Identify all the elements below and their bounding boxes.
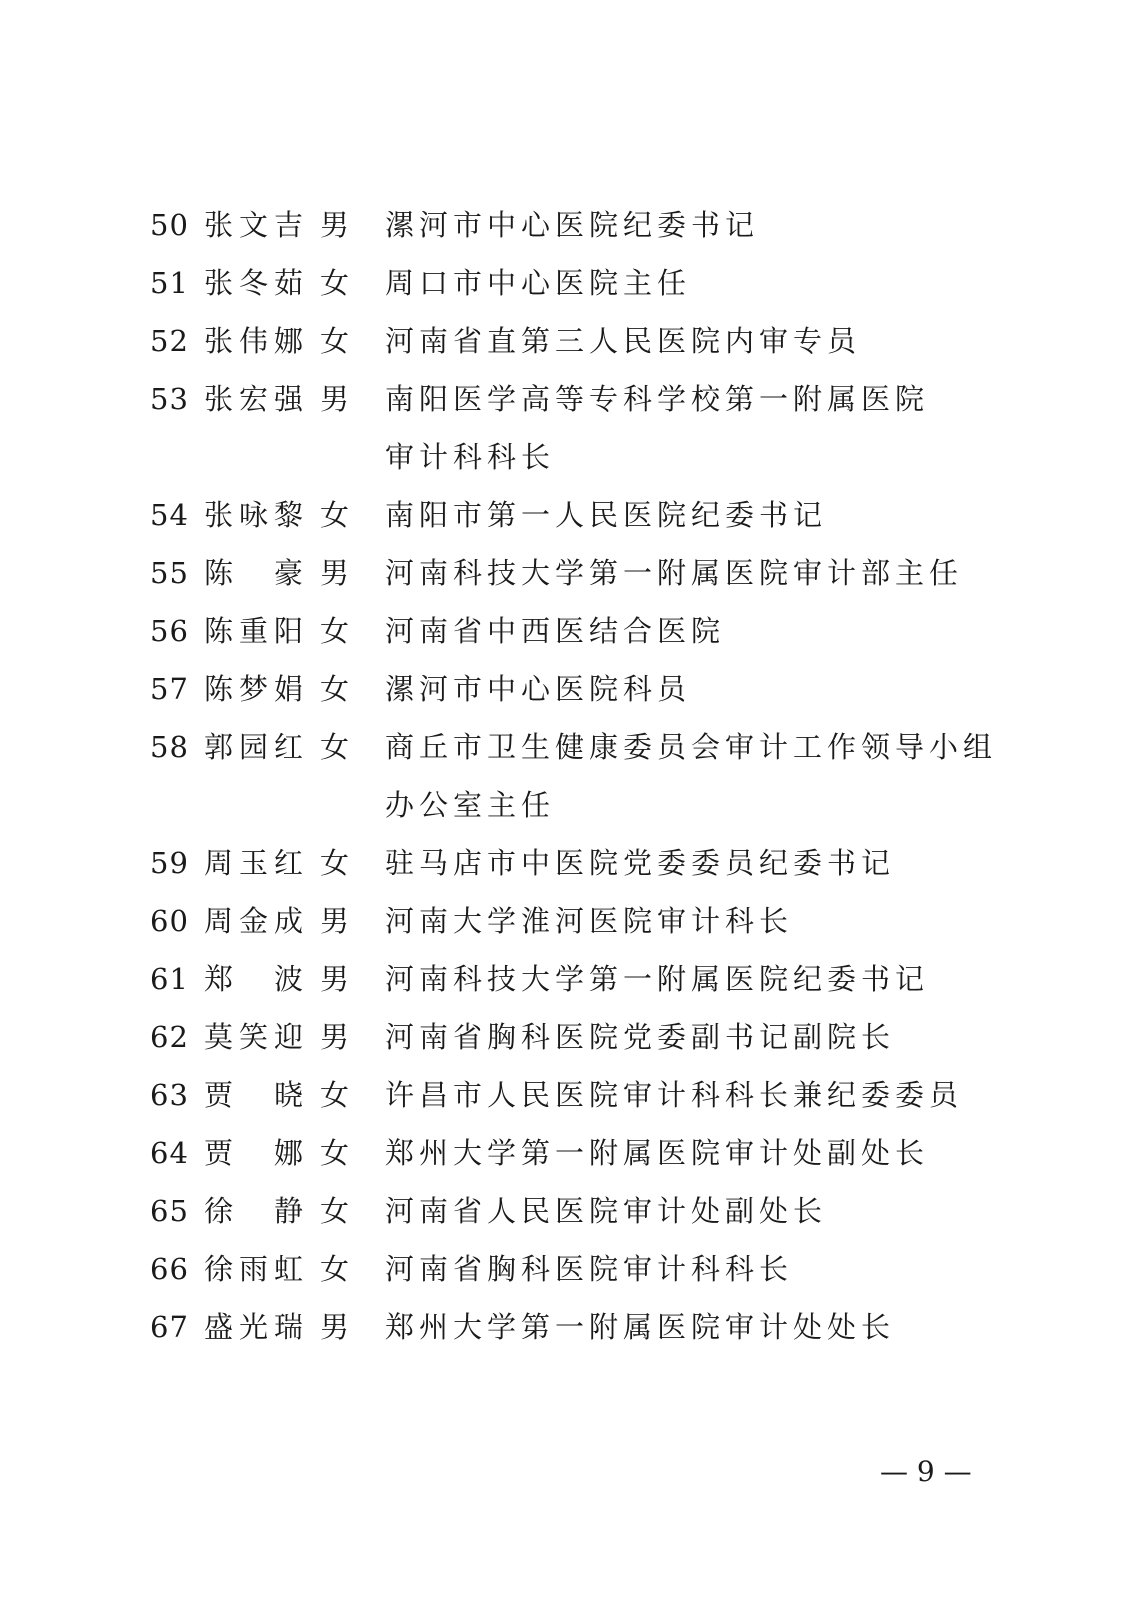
entry-gender: 男 [320,904,350,938]
entry-name: 陈 豪 [204,556,310,590]
entry-number: 61 [150,962,189,996]
entry-name: 张宏强 [204,382,310,416]
entry-name: 郭园红 [204,730,310,764]
list-item [0,1182,1132,1240]
entry-name: 张伟娜 [204,324,310,358]
list-item [0,544,1132,602]
entry-position: 河南省人民医院审计处副处长 [385,1194,828,1228]
list-item [0,718,1132,776]
entry-number: 60 [150,904,189,938]
entry-number: 56 [150,614,189,648]
entry-position: 许昌市人民医院审计科科长兼纪委委员 [385,1078,964,1112]
entry-name: 周金成 [204,904,310,938]
entry-name: 徐雨虹 [204,1252,310,1286]
entry-name: 周玉红 [204,846,310,880]
entry-gender: 女 [320,1252,350,1286]
entry-number: 55 [150,556,189,590]
entry-position-continued: 办公室主任 [385,788,556,822]
entry-position: 周口市中心医院主任 [385,266,692,300]
entry-name: 陈重阳 [204,614,310,648]
entry-position: 南阳市第一人民医院纪委书记 [385,498,828,532]
entry-position: 漯河市中心医院科员 [385,672,692,706]
entry-position: 郑州大学第一附属医院审计处副处长 [385,1136,930,1170]
list-item [0,602,1132,660]
entry-name: 张冬茹 [204,266,310,300]
entry-gender: 女 [320,266,350,300]
entry-name: 陈梦娟 [204,672,310,706]
entry-gender: 男 [320,382,350,416]
entry-number: 67 [150,1310,189,1344]
list-item [0,1066,1132,1124]
list-item-continuation [0,428,1132,486]
entry-number: 53 [150,382,189,416]
entry-name: 盛光瑞 [204,1310,310,1344]
list-item [0,1124,1132,1182]
entry-number: 66 [150,1252,189,1286]
list-item [0,660,1132,718]
entry-number: 51 [150,266,189,300]
list-item [0,834,1132,892]
member-list [0,196,1132,1356]
entry-number: 59 [150,846,189,880]
entry-number: 65 [150,1194,189,1228]
entry-position: 漯河市中心医院纪委书记 [385,208,760,242]
entry-gender: 女 [320,846,350,880]
entry-gender: 女 [320,1136,350,1170]
list-item [0,1298,1132,1356]
entry-name: 贾 娜 [204,1136,310,1170]
entry-gender: 女 [320,614,350,648]
list-item [0,950,1132,1008]
entry-position: 河南大学淮河医院审计科长 [385,904,794,938]
entry-gender: 女 [320,498,350,532]
entry-number: 52 [150,324,189,358]
page-number: — 9 — [880,1455,972,1488]
entry-number: 64 [150,1136,189,1170]
entry-position: 河南省中西医结合医院 [385,614,726,648]
entry-position: 商丘市卫生健康委员会审计工作领导小组 [385,730,998,764]
entry-gender: 男 [320,556,350,590]
list-item [0,1008,1132,1066]
entry-position: 河南科技大学第一附属医院纪委书记 [385,962,930,996]
entry-gender: 女 [320,1078,350,1112]
list-item [0,486,1132,544]
entry-gender: 男 [320,962,350,996]
list-item-continuation [0,776,1132,834]
entry-gender: 男 [320,1310,350,1344]
entry-position: 河南省胸科医院审计科科长 [385,1252,794,1286]
list-item [0,1240,1132,1298]
entry-position: 河南省直第三人民医院内审专员 [385,324,862,358]
entry-gender: 女 [320,730,350,764]
entry-number: 62 [150,1020,189,1054]
entry-name: 张文吉 [204,208,310,242]
entry-position: 河南省胸科医院党委副书记副院长 [385,1020,896,1054]
entry-position: 河南科技大学第一附属医院审计部主任 [385,556,964,590]
entry-position: 驻马店市中医院党委委员纪委书记 [385,846,896,880]
entry-name: 郑 波 [204,962,310,996]
list-item [0,196,1132,254]
entry-number: 50 [150,208,189,242]
entry-name: 徐 静 [204,1194,310,1228]
entry-gender: 女 [320,324,350,358]
entry-position: 南阳医学高等专科学校第一附属医院 [385,382,930,416]
entry-number: 57 [150,672,189,706]
entry-name: 贾 晓 [204,1078,310,1112]
entry-number: 54 [150,498,189,532]
list-item [0,892,1132,950]
list-item [0,254,1132,312]
entry-number: 58 [150,730,189,764]
entry-position: 郑州大学第一附属医院审计处处长 [385,1310,896,1344]
entry-gender: 男 [320,208,350,242]
entry-name: 张咏黎 [204,498,310,532]
entry-position-continued: 审计科科长 [385,440,556,474]
entry-gender: 女 [320,672,350,706]
list-item [0,370,1132,428]
entry-name: 莫笑迎 [204,1020,310,1054]
entry-number: 63 [150,1078,189,1112]
entry-gender: 男 [320,1020,350,1054]
entry-gender: 女 [320,1194,350,1228]
list-item [0,312,1132,370]
